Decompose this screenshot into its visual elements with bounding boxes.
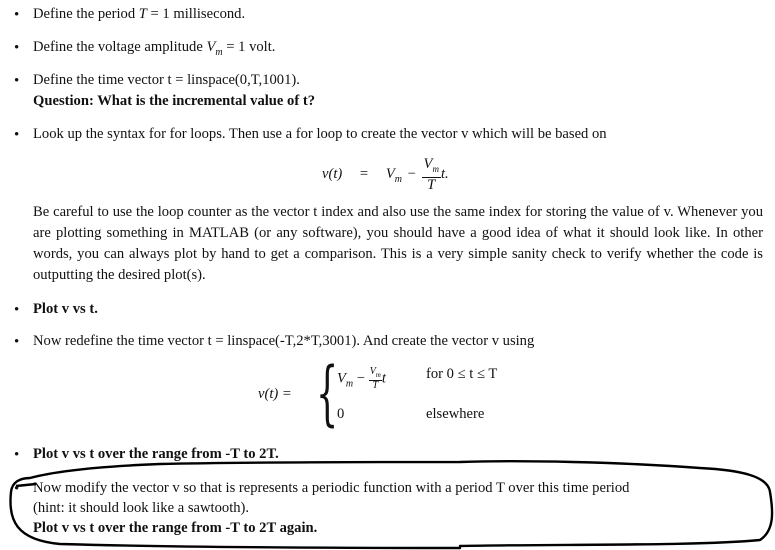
question-increment: Question: What is the incremental value of t?: [33, 93, 315, 109]
ellipse-stroke: [10, 461, 772, 548]
piecewise-case-1: $V_m$ − $\frac{V_m}{T}$ t: [337, 366, 386, 391]
item-redefine-time: Now redefine the time vector t = linspace(-T,2*T,3001). And create the vector v using: [33, 333, 535, 349]
equation-v-of-t: $v(t) = V_m$ − $\frac{V_m}{T}$ t.: [322, 155, 449, 193]
item-plot-again: Plot v vs t over the range from -T to 2T again.: [33, 520, 318, 536]
bullet-1: •: [14, 7, 20, 23]
piecewise-case-2: 0: [337, 406, 345, 422]
item-period: Define the period T = 1 millisecond.: [33, 6, 246, 22]
piecewise-cond-2: elsewhere: [426, 406, 485, 422]
item-periodic-hint: (hint: it should look like a sawtooth).: [33, 500, 250, 516]
item-time-vector: Define the time vector t = linspace(0,T,1001).: [33, 72, 300, 88]
item-for-loop: Look up the syntax for for loops. Then use a for loop to create the vector v which will be based on: [33, 126, 607, 142]
left-brace: {: [316, 352, 339, 434]
small-fraction: $\frac{V_m}{T}$: [369, 366, 381, 391]
bullet-6: •: [14, 334, 20, 350]
arrow-stroke: [16, 484, 36, 486]
item-amplitude: Define the voltage amplitude $V_m = 1$ volt.: [33, 39, 276, 58]
bullet-4: •: [14, 127, 20, 143]
bullet-2: •: [14, 40, 20, 56]
bullet-5: •: [14, 302, 20, 318]
bullet-8: •: [14, 481, 20, 497]
fraction-vm-over-t: $\frac{V_m}{T}$: [423, 155, 439, 193]
bullet-3: •: [14, 73, 20, 89]
piecewise-lhs: v(t) =: [258, 386, 292, 402]
item-plot-v: Plot v vs t.: [33, 301, 98, 317]
bullet-7: •: [14, 447, 20, 463]
item-periodic: Now modify the vector v so that is represents a periodic function with a period T over this time period: [33, 480, 630, 496]
piecewise-cond-1: for 0 ≤ t ≤ T: [426, 366, 498, 382]
instruction-paragraph: Be careful to use the loop counter as the vector t index and also use the same index for storing the value of v. Whenever you are plotting something in MATLAB (or any software), you should have a good idea of what it should look like. In other words, you can always plot by hand to get a comparison. This is a very simple sanity check to verify whether the code is outputting the desired plot(s).: [33, 204, 763, 283]
item-plot-range: Plot v vs t over the range from -T to 2T.: [33, 446, 279, 462]
